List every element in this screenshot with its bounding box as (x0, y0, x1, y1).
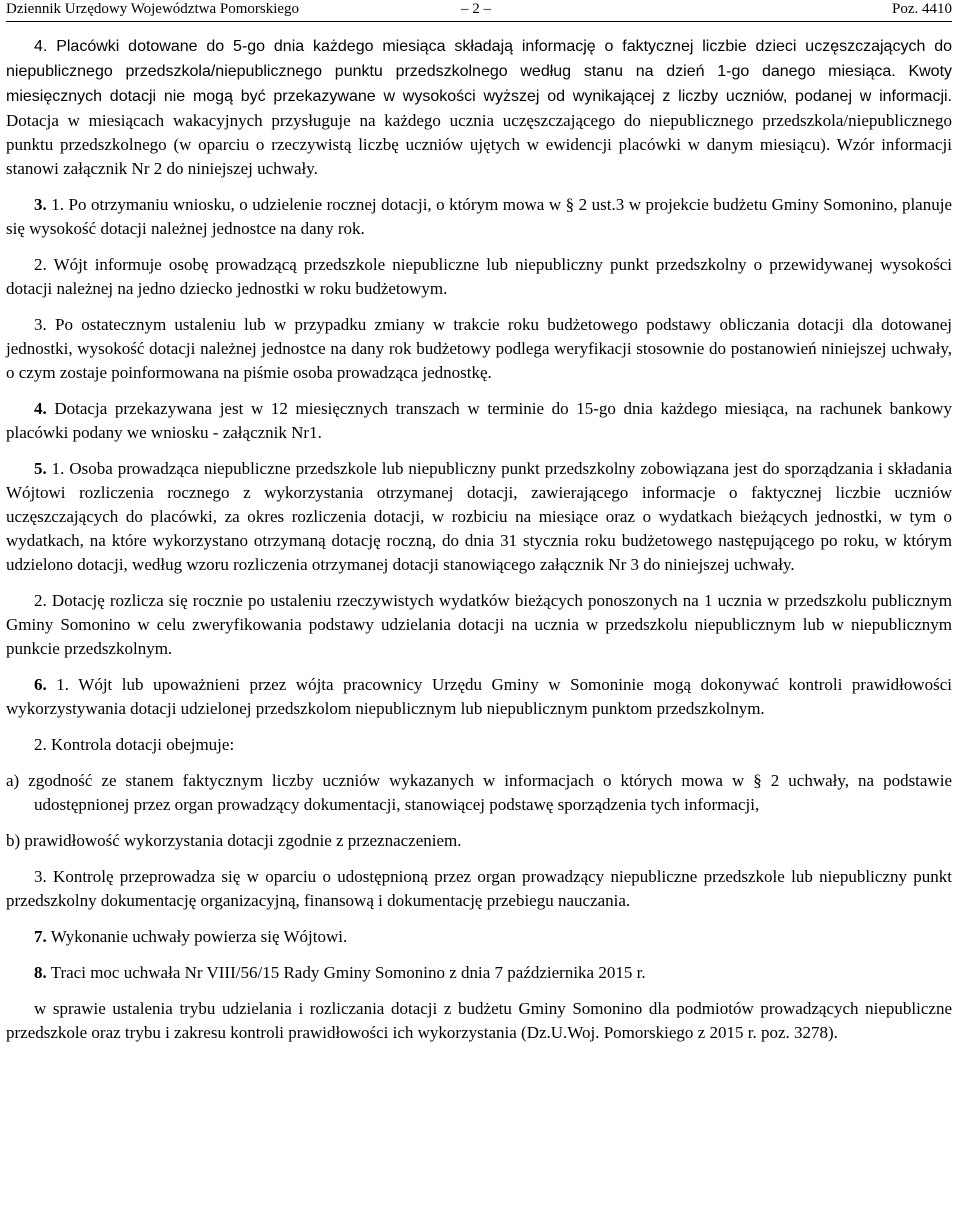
section-3-paragraph-1 (6, 193, 952, 241)
paragraph-4-part-2: Kwoty miesięcznych dotacji nie mogą być przekazywane w wysokości wyższej od wynikającej z liczby uczniów, podanej w informacji. (6, 63, 953, 105)
paragraph-4 (6, 34, 952, 181)
section-6-paragraph-1 (6, 673, 952, 721)
section-4-number: 4. (34, 399, 47, 418)
section-5-text-1: 1. Osoba prowadząca niepubliczne przedszkole lub niepubliczny punkt przedszkolny zobowiązana jest do sporządzania i składania Wójtowi rozliczenia rocznego z wykorzystania otrzymanej dotacji, zawierającego informacje o faktycznej liczbie uczniów uczęszczających do placówki, za okres rozliczenia dotacji, w rozbiciu na miesiące oraz o wydatkach bieżących jednostki, w tym o wydatkach, na które wykorzystano otrzymaną dotację roczną, do dnia 31 stycznia roku budżetowego następującego po roku, w którym udzielono dotacji, według wzoru rozliczenia otrzymanej dotacji stanowiącego załącznik Nr 3 do niniejszej uchwały. (6, 459, 952, 574)
section-6-paragraph-2: 2. Kontrola dotacji obejmuje: (34, 735, 235, 754)
section-3-paragraph-3: 3. Po ostatecznym ustaleniu lub w przypadku zmiany w trakcie roku budżetowego podstawy obliczania dotacji dla dotowanej jednostki, wysokość dotacji należnej jednostce na dany rok budżetowy podlega weryfikacji stosownie do postanowień niniejszej uchwały, o czym zostaje poinformowana na piśmie osoba prowadząca jednostkę. (6, 315, 952, 382)
final-paragraph: w sprawie ustalenia trybu udzielania i rozliczania dotacji z budżetu Gminy Somonino dla podmiotów prowadzących niepubliczne przedszkole oraz trybu i zakresu kontroli prawidłowości ich wykorzystania (Dz.U.Woj. Pomorskiego z 2015 r. poz. 3278). (6, 999, 952, 1042)
journal-title: Dziennik Urzędowy Województwa Pomorskiego (6, 1, 300, 17)
section-6-text-1: 1. Wójt lub upoważnieni przez wójta pracownicy Urzędu Gminy w Somoninie mogą dokonywać kontroli prawidłowości wykorzystywania dotacji udzielonej przedszkolom niepublicznym lub niepublicznym punktom przedszkolnym. (6, 675, 952, 718)
section-4-text: Dotacja przekazywana jest w 12 miesięcznych transzach w terminie do 15-go dnia każdego miesiąca, na rachunek bankowy placówki podany we wniosku - załącznik Nr1. (6, 399, 952, 442)
section-7-number: 7. (34, 927, 47, 946)
document-body (6, 34, 952, 1045)
page-header (6, 0, 952, 18)
section-6-item-a: a) zgodność ze stanem faktycznym liczby uczniów wykazanych w informacjach o których mowa w § 2 uchwały, na podstawie udostępnionej przez organ prowadzący dokumentacji, stanowiącej podstawę sporządzenia tych informacji, (6, 771, 952, 814)
position-number: Poz. 4410 (892, 1, 952, 17)
section-6-number: 6. (34, 675, 47, 694)
section-6-paragraph-3: 3. Kontrolę przeprowadza się w oparciu o udostępnioną przez organ prowadzący niepubliczne przedszkole lub niepubliczny punkt przedszkolny dokumentację organizacyjną, finansową i dokumentację przebiegu nauczania. (6, 867, 952, 910)
section-4-paragraph (6, 397, 952, 445)
section-3-number: 3. (34, 195, 47, 214)
section-7-paragraph (6, 925, 952, 949)
section-3-paragraph-2: 2. Wójt informuje osobę prowadzącą przedszkole niepubliczne lub niepubliczny punkt przedszkolny o przewidywanej wysokości dotacji należnej na jedno dziecko jednostki w roku budżetowym. (6, 255, 952, 298)
section-7-text: Wykonanie uchwały powierza się Wójtowi. (46, 927, 348, 946)
section-6-item-b: b) prawidłowość wykorzystania dotacji zgodnie z przeznaczeniem. (6, 831, 462, 850)
page-number: – 2 – (461, 1, 491, 17)
section-3-text-1: 1. Po otrzymaniu wniosku, o udzielenie rocznej dotacji, o którym mowa w § 2 ust.3 w projekcie budżetu Gminy Somonino, planuje się wysokość dotacji należnej jednostce na dany rok. (6, 195, 952, 238)
section-5-number: 5. (34, 459, 47, 478)
section-8-text: Traci moc uchwała Nr VIII/56/15 Rady Gminy Somonino z dnia 7 października 2015 r. (46, 963, 646, 982)
paragraph-4-part-3: Dotacja w miesiącach wakacyjnych przysługuje na każdego ucznia uczęszczającego do niepublicznego przedszkola/niepublicznego punktu przedszkolnego (w oparciu o rzeczywistą liczbę uczniów ujętych w ewidencji placówki w danym miesiącu). Wzór informacji stanowi załącznik Nr 2 do niniejszej uchwały. (6, 111, 952, 178)
section-8-number: 8. (34, 963, 47, 982)
section-5-paragraph-1 (6, 457, 952, 577)
section-8-paragraph (6, 961, 952, 985)
header-divider (6, 21, 952, 22)
paragraph-4-part-1: 4. Placówki dotowane do 5-go dnia każdego miesiąca składają informację o faktycznej liczbie dzieci uczęszczających do niepublicznego przedszkola/niepublicznego punktu przedszkolnego według stanu na dzień 1-go danego miesiąca. (6, 38, 952, 80)
section-5-paragraph-2: 2. Dotację rozlicza się rocznie po ustaleniu rzeczywistych wydatków bieżących ponoszonych na 1 ucznia w przedszkolu publicznym Gminy Somonino w celu zweryfikowania podstawy udzielania dotacji na ucznia w przedszkolu niepublicznym lub w niepublicznym punkcie przedszkolnym. (6, 591, 952, 658)
